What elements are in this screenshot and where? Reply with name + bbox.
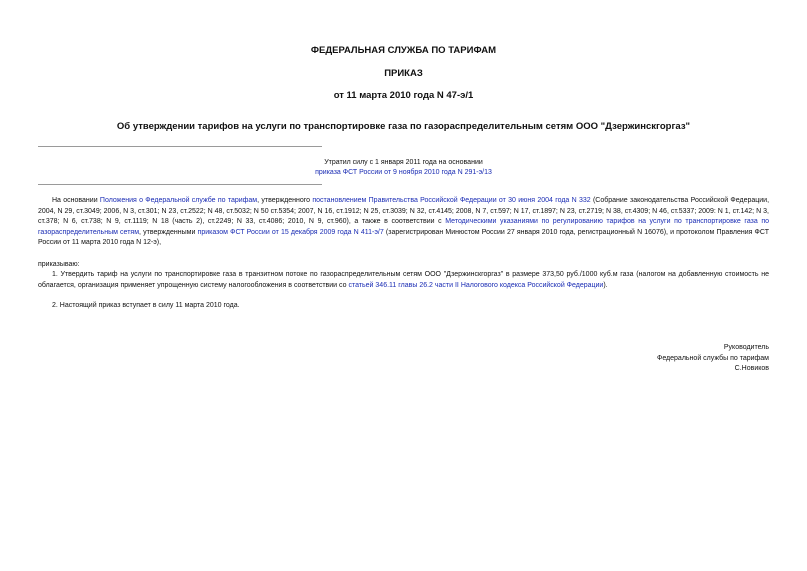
fst-regulation-link[interactable]: Положения о Федеральной службе по тарифам: [99, 197, 258, 204]
methodical-guidelines-link[interactable]: Методическими указаниями по регулированию тарифов на услуги по транспортировке газа по газораспределительным сетям: [38, 218, 770, 236]
order-statement: приказываю:: [38, 261, 80, 268]
signature-organization: Федеральной службы по тарифам: [657, 355, 769, 362]
agency-heading: ФЕДЕРАЛЬНАЯ СЛУЖБА ПО ТАРИФАМ: [310, 45, 497, 56]
fst-order-link[interactable]: приказом ФСТ России от 15 декабря 2009 года N 411-э/7: [197, 228, 384, 236]
tax-code-link[interactable]: статьей 346.11 главы 26.2 части II Налогового кодекса Российской Федерации: [348, 281, 604, 289]
signature-name: С.Новиков: [734, 365, 769, 372]
text-segment: (Собрание законодательства Российской Федерации, 2004, N 29, ст.3049; 2006, N 3, ст.301; N 23, ст.2522; N 48, ст.5032; N 50 ст.5354; 2007, N 16, ст.1912; N 25, ст.3039; N 32, ст.4145; 2008, N 7, ст.597; N 17, ст.1897; N 23, ст.2719; N 38, ст.4309; N 46, ст.5337; 2009: N 1, ст.142; N 3, ст.378; N 6, ст.738; N 9, ст.1119; N 18 (часть 2), ст.2249; N 33, ст.4086; 2010, N 9, ст.960), а также в соответствии с: [38, 197, 770, 226]
government-decree-link[interactable]: постановлением Правительства Российской Федерации от 30 июня 2004 года N 332: [312, 197, 591, 204]
doc-date-number: от 11 марта 2010 года N 47-э/1: [333, 90, 474, 101]
item-1-paragraph: [38, 270, 769, 291]
text-segment: , утвержденными: [139, 228, 198, 236]
doc-type-heading: ПРИКАЗ: [384, 68, 423, 79]
divider-top: [38, 146, 322, 147]
basis-paragraph: [38, 196, 769, 249]
repeal-order-link[interactable]: приказа ФСТ России от 9 ноября 2010 года N 291-э/13: [315, 169, 492, 176]
status-note: Утратил силу с 1 января 2011 года на основании: [324, 159, 483, 166]
text-segment: (зарегистрирован Минюстом России 27 января 2010 года, регистрационный N 16076), и протоколом Правления ФСТ России от 11 марта 2010 года N 12-э),: [38, 228, 769, 247]
text-segment: 1. Утвердить тариф на услуги по транспортировке газа в транзитном потоке по газораспределительным сетям ООО "Дзержинскгоргаз" в размере 373,50 руб./1000 куб.м газа (налогом на добавленную стоимость не облагается, организация применяет упрощенную систему налогообложения в соответствии со: [38, 271, 769, 289]
item-2-paragraph: 2. Настоящий приказ вступает в силу 11 марта 2010 года.: [52, 302, 240, 309]
document-title: Об утверждении тарифов на услуги по транспортировке газа по газораспределительным сетям ООО "Дзержинскгоргаз": [116, 121, 691, 132]
status-note-link-line: [38, 168, 769, 178]
text-segment: На основании: [52, 197, 100, 204]
divider-bottom: [38, 184, 322, 185]
text-segment: ).: [603, 281, 608, 289]
signature-title: Руководитель: [723, 344, 769, 351]
text-segment: , утвержденного: [257, 197, 313, 204]
